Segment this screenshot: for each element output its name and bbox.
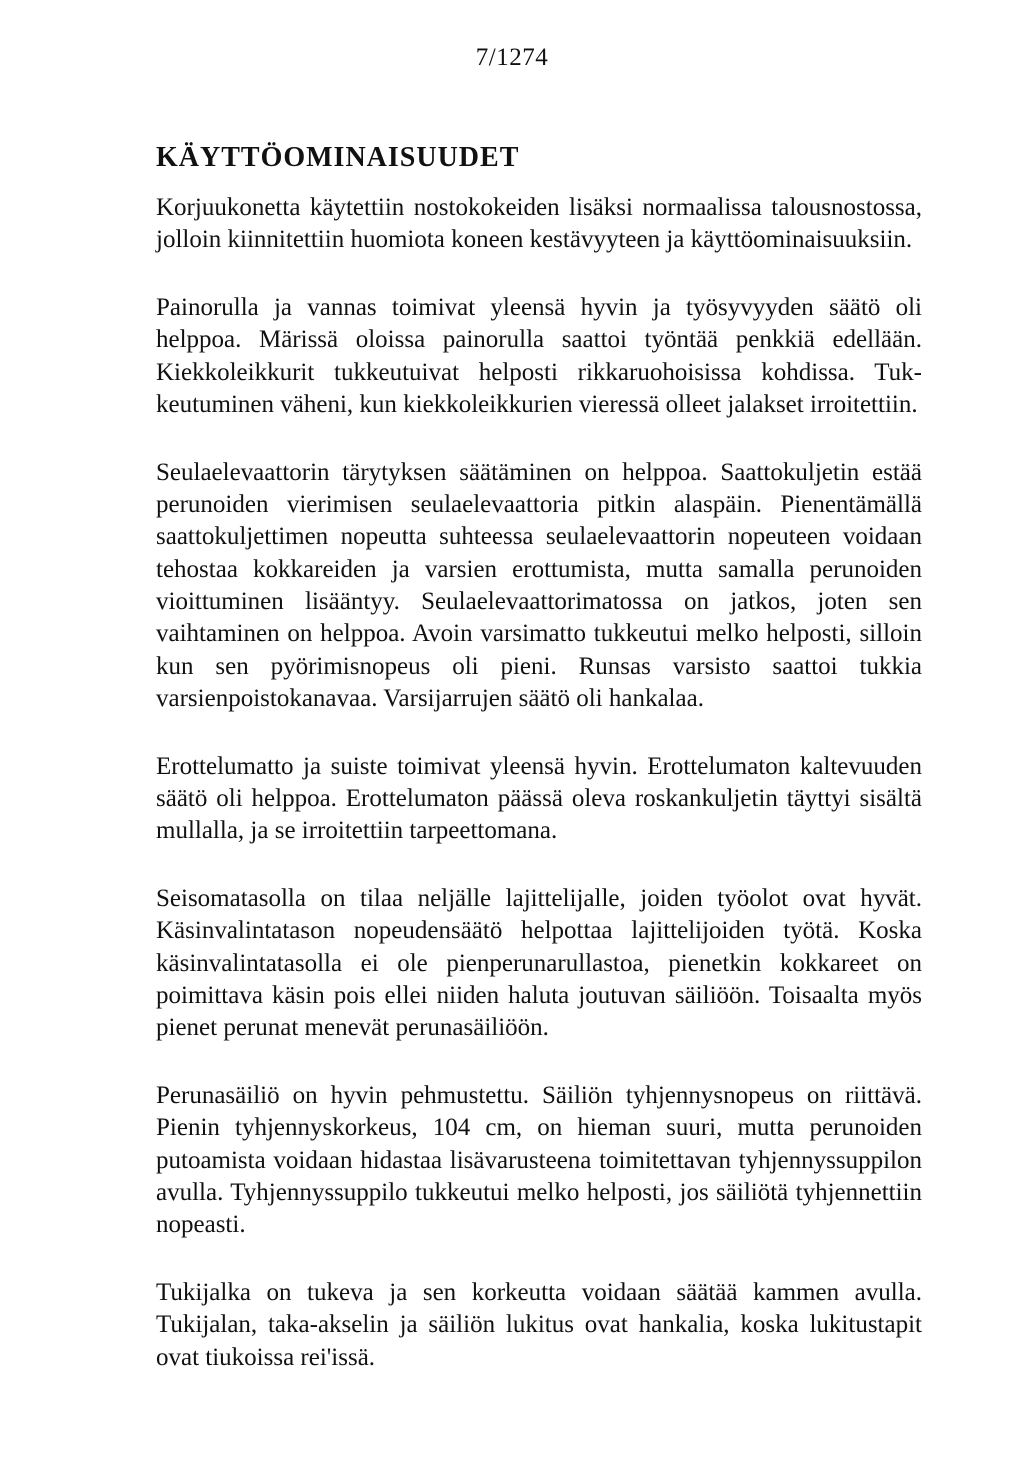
paragraph-4: Erottelumatto ja suiste toimivat yleensä hyvin. Erottelumaton kaltevuuden säätö oli helppoa. Erottelumaton päässä oleva roskankuljetin täyttyi sisältä mullalla, ja se irroitettiin tarpeettomana.	[156, 752, 922, 845]
paragraph-1: Korjuukonetta käytettiin nostokokeiden lisäksi normaalissa talousnostossa, jolloin kiinnitettiin huomiota koneen kestävyyteen ja käyttöominaisuuksiin.	[156, 194, 922, 254]
paragraph-2: Painorulla ja vannas toimivat yleensä hyvin ja työsyvyyden säätö oli helppoa. Märissä oloissa painorulla saattoi työntää penkkiä edellään. Kiekkoleikkurit tukkeutuivat helposti rikkaruohoisissa kohdissa. Tukkeutuminen väheni, kun kiekkoleikkurien vieressä olleet jalakset irroitettiin.	[156, 294, 922, 418]
section-heading: KÄYTTÖOMINAISUUDET	[156, 142, 520, 173]
body-text	[156, 192, 922, 1409]
paragraph-5: Seisomatasolla on tilaa neljälle lajittelijalle, joiden työolot ovat hyvät. Käsinvalintatason nopeudensäätö helpottaa lajittelijoiden työtä. Koska käsinvalintatasolla ei ole pienperunarullastoa, pienetkin kokkareet on poimittava käsin pois ellei niiden haluta joutuvan säiliöön. Toisaalta myös pienet perunat menevät perunasäiliöön.	[156, 885, 922, 1042]
page-number: 7/1274	[475, 44, 549, 71]
paragraph-6: Perunasäiliö on hyvin pehmustettu. Säiliön tyhjennysnopeus on riittävä. Pienin tyhjennyskorkeus, 104 cm, on hieman suuri, mutta perunoiden putoamista voidaan hidastaa lisävarusteena toimitettavan tyhjennyssuppilon avulla. Tyhjennyssuppilo tukkeutui melko helposti, jos säiliötä tyhjennettiin nopeasti.	[156, 1082, 922, 1239]
paragraph-3: Seulaelevaattorin tärytyksen säätäminen on helppoa. Saattokuljetin estää perunoiden vierimisen seulaelevaattoria pitkin alaspäin. Pienentämällä saattokuljettimen nopeutta suhteessa seulaelevaattorin nopeuteen voidaan tehostaa kokkareiden ja varsien erottumista, mutta samalla perunoiden vioittuminen lisääntyy. Seulaelevaattorimatossa on jatkos, joten sen vaihtaminen on helppoa. Avoin varsimatto tukkeutui melko helposti, silloin kun sen pyörimisnopeus oli pieni. Runsas varsisto saattoi tukkia varsienpoistokanavaa. Varsijarrujen säätö oli hankalaa.	[156, 458, 922, 712]
paragraph-7: Tukijalka on tukeva ja sen korkeutta voidaan säätää kammen avulla. Tukijalan, taka-akselin ja säiliön lukitus ovat hankalia, koska lukitustapit ovat tiukoissa rei'issä.	[156, 1279, 922, 1371]
